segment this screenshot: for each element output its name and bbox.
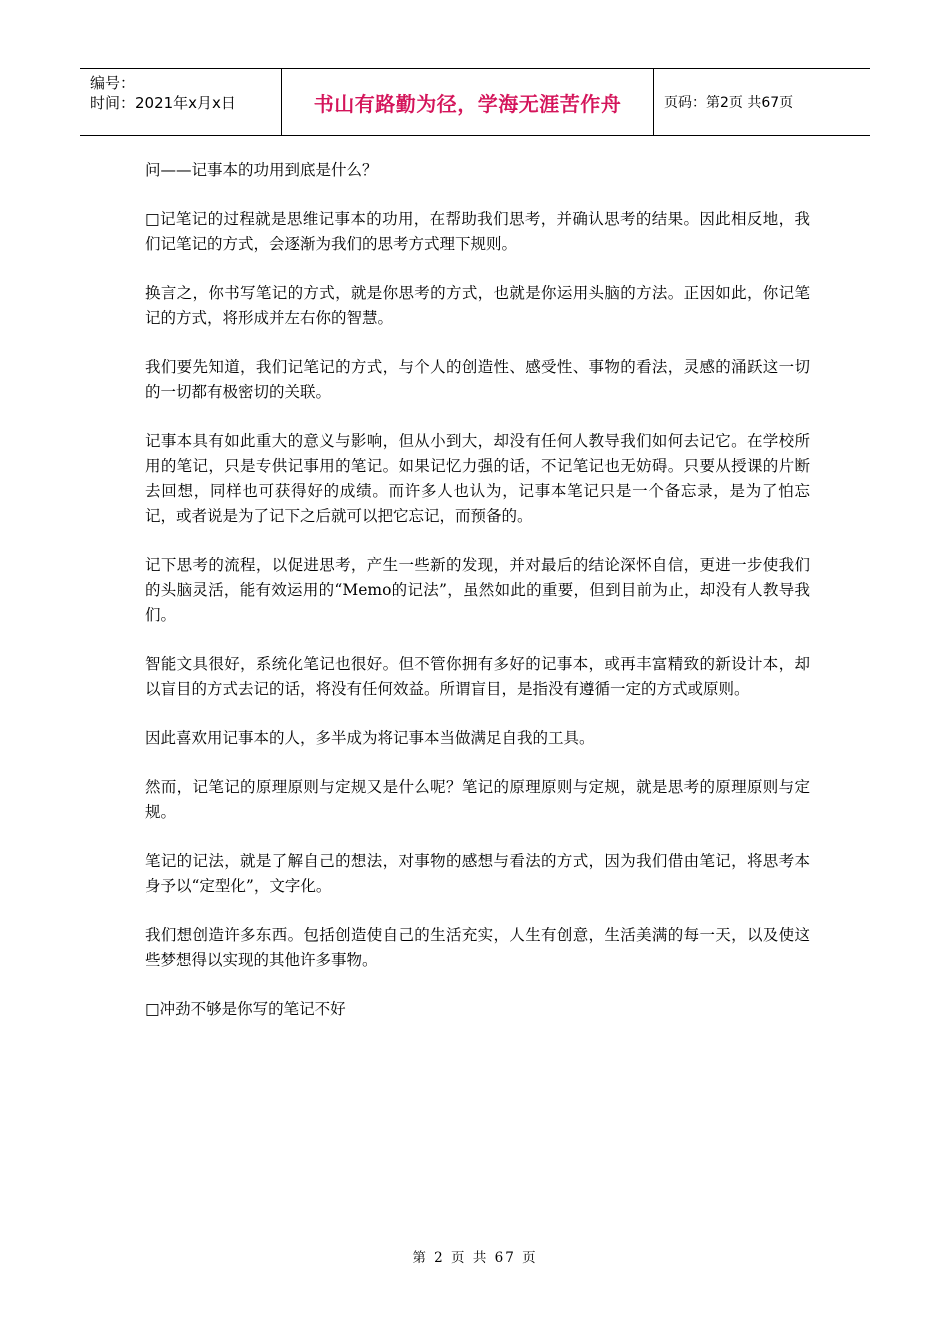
paragraph: 记事本具有如此重大的意义与影响，但从小到大，却没有任何人教导我们如何去记它。在学校所用的笔记，只是专供记事用的笔记。如果记忆力强的话，不记笔记也无妨碍。只要从授课的片断去回想，同样也可获得好的成绩。而许多人也认为，记事本笔记只是一个备忘录，是为了怕忘记，或者说是为了记下之后就可以把它忘记，而预备的。 xyxy=(145,432,810,525)
document-number-label: 编号： xyxy=(90,74,136,92)
paragraph: □记笔记的过程就是思维记事本的功用，在帮助我们思考，并确认思考的结果。因此相反地，我们记笔记的方式，会逐渐为我们的思考方式理下规则。 xyxy=(145,210,810,253)
paragraph: 问——记事本的功用到底是什么？ xyxy=(145,161,378,179)
paragraph: 因此喜欢用记事本的人，多半成为将记事本当做满足自我的工具。 xyxy=(145,729,595,747)
header-meta-cell xyxy=(80,69,282,135)
paragraph: 然而，记笔记的原理原则与定规又是什么呢？笔记的原理原则与定规，就是思考的原理原则与定规。 xyxy=(145,778,810,821)
paragraph: 我们想创造许多东西。包括创造使自己的生活充实，人生有创意，生活美满的每一天，以及使这些梦想得以实现的其他许多事物。 xyxy=(145,926,810,969)
page-footer: 第 2 页 共 67 页 xyxy=(412,1250,538,1266)
paragraph: 智能文具很好，系统化笔记也很好。但不管你拥有多好的记事本，或再丰富精致的新设计本，却以盲目的方式去记的话，将没有任何效益。所谓盲目，是指没有遵循一定的方式或原则。 xyxy=(145,655,810,698)
document-body xyxy=(145,158,810,1046)
document-date: 时间：2021年x月x日 xyxy=(90,94,236,112)
header-page-info: 页码：第2页 共67页 xyxy=(664,95,794,111)
paragraph: 记下思考的流程，以促进思考，产生一些新的发现，并对最后的结论深怀自信，更进一步使我们的头脑灵活，能有效运用的“Memo的记法”，虽然如此的重要，但到目前为止，却没有人教导我们。 xyxy=(145,556,810,624)
paragraph: 换言之，你书写笔记的方式，就是你思考的方式，也就是你运用头脑的方法。正因如此，你记笔记的方式，将形成并左右你的智慧。 xyxy=(145,284,810,327)
paragraph: □冲劲不够是你写的笔记不好 xyxy=(145,1000,346,1018)
paragraph: 我们要先知道，我们记笔记的方式，与个人的创造性、感受性、事物的看法，灵感的涌跃这一切的一切都有极密切的关联。 xyxy=(145,358,810,401)
header-motto: 书山有路勤为径，学海无涯苦作舟 xyxy=(282,69,654,135)
header-table xyxy=(80,68,870,136)
paragraph: 笔记的记法，就是了解自己的想法，对事物的感想与看法的方式，因为我们借由笔记，将思考本身予以“定型化”，文字化。 xyxy=(145,852,810,895)
